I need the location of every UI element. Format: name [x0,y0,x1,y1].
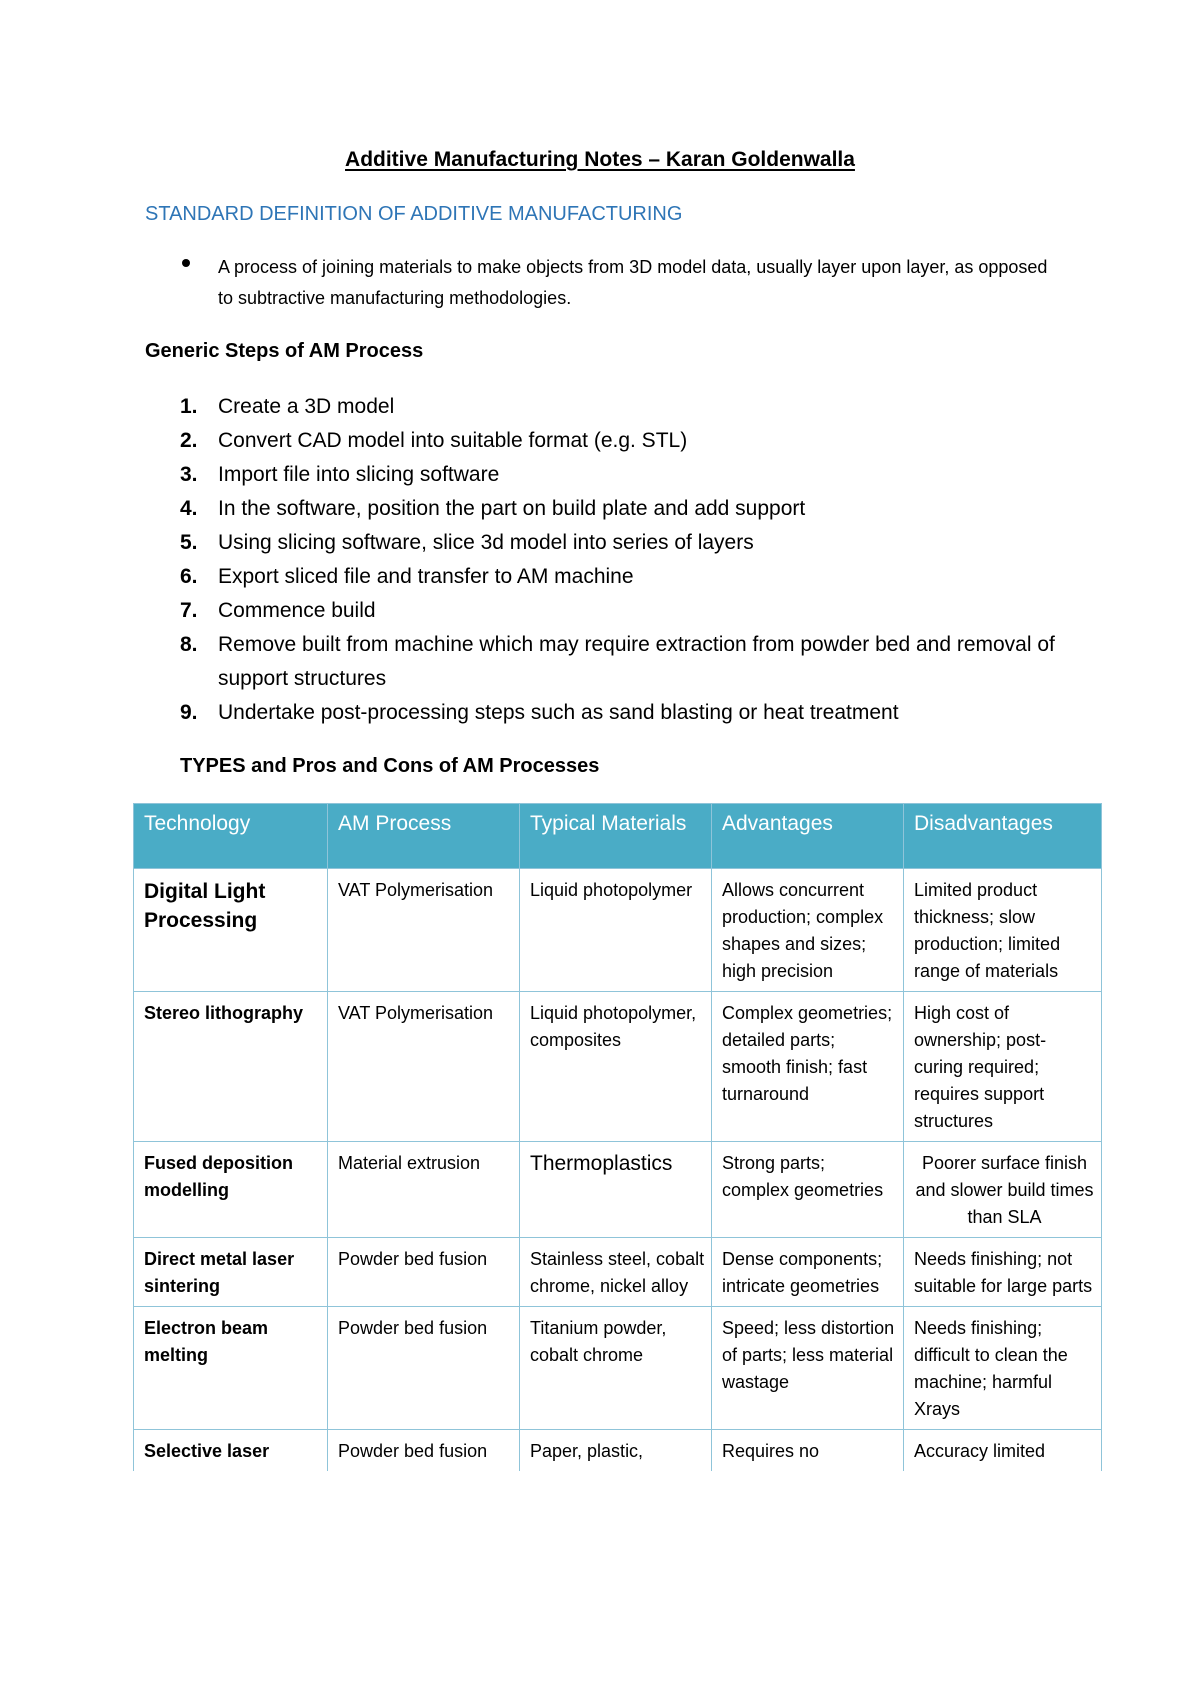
cell-materials: Stainless steel, cobalt chrome, nickel alloy [520,1238,712,1307]
table-row [134,1142,1102,1238]
step-number: 9. [180,701,198,724]
cell-technology: Digital Light Processing [134,869,328,992]
step-number: 3. [180,463,198,486]
cell-disadvantages: Needs finishing; not suitable for large parts [904,1238,1102,1307]
step-item [180,594,1080,628]
header-typical-materials: Typical Materials [520,804,712,869]
types-heading: TYPES and Pros and Cons of AM Processes [180,755,600,777]
generic-steps-list [180,390,1080,730]
step-text: Convert CAD model into suitable format (e.g. STL) [218,429,688,452]
bullet-icon [182,259,190,267]
header-disadvantages: Disadvantages [904,804,1102,869]
cell-materials: Paper, plastic, [520,1430,712,1472]
step-text: Commence build [218,599,376,622]
cell-materials: Liquid photopolymer [520,869,712,992]
table-row [134,1238,1102,1307]
step-number: 5. [180,531,198,554]
step-item [180,492,1080,526]
generic-steps-heading: Generic Steps of AM Process [145,340,424,362]
step-item [180,526,1080,560]
step-number: 1. [180,395,198,418]
cell-disadvantages: Accuracy limited [904,1430,1102,1472]
cell-technology: Fused deposition modelling [134,1142,328,1238]
header-am-process: AM Process [328,804,520,869]
cell-advantages: Complex geometries; detailed parts; smooth finish; fast turnaround [712,992,904,1142]
cell-advantages: Requires no [712,1430,904,1472]
am-processes-table [133,803,1102,1471]
cell-advantages: Allows concurrent production; complex shapes and sizes; high precision [712,869,904,992]
header-advantages: Advantages [712,804,904,869]
step-text: In the software, position the part on build plate and add support [218,497,806,520]
cell-disadvantages: Poorer surface finish and slower build times than SLA [904,1142,1102,1238]
step-number: 7. [180,599,198,622]
cell-disadvantages: Limited product thickness; slow production; limited range of materials [904,869,1102,992]
table-row [134,1430,1102,1472]
page-title: Additive Manufacturing Notes – Karan Goldenwalla [345,148,855,171]
step-text: Remove built from machine which may require extraction from powder bed and removal of support structures [218,633,1055,690]
step-text: Export sliced file and transfer to AM machine [218,565,634,588]
table-header-row [134,804,1102,869]
cell-technology: Selective laser [134,1430,328,1472]
cell-technology: Electron beam melting [134,1307,328,1430]
cell-technology: Stereo lithography [134,992,328,1142]
table-row [134,992,1102,1142]
cell-process: Material extrusion [328,1142,520,1238]
cell-process: Powder bed fusion [328,1307,520,1430]
cell-process: VAT Polymerisation [328,869,520,992]
cell-disadvantages: High cost of ownership; post-curing required; requires support structures [904,992,1102,1142]
cell-process: Powder bed fusion [328,1238,520,1307]
cell-advantages: Dense components; intricate geometries [712,1238,904,1307]
step-text: Undertake post-processing steps such as sand blasting or heat treatment [218,701,899,724]
step-text: Create a 3D model [218,395,395,418]
step-item [180,560,1080,594]
definition-text: A process of joining materials to make objects from 3D model data, usually layer upon layer, as opposed to subtractive manufacturing methodologies. [218,257,1048,308]
step-number: 8. [180,633,198,656]
step-item [180,628,1080,696]
step-item [180,458,1080,492]
cell-disadvantages: Needs finishing; difficult to clean the machine; harmful Xrays [904,1307,1102,1430]
cell-process: VAT Polymerisation [328,992,520,1142]
cell-materials: Liquid photopolymer, composites [520,992,712,1142]
header-technology: Technology [134,804,328,869]
cell-advantages: Strong parts; complex geometries [712,1142,904,1238]
step-number: 4. [180,497,198,520]
standard-definition-heading: STANDARD DEFINITION OF ADDITIVE MANUFACTURING [145,203,683,225]
step-text: Import file into slicing software [218,463,500,486]
cell-materials: Thermoplastics [520,1142,712,1238]
table-row [134,1307,1102,1430]
cell-advantages: Speed; less distortion of parts; less material wastage [712,1307,904,1430]
cell-materials: Titanium powder, cobalt chrome [520,1307,712,1430]
cell-process: Powder bed fusion [328,1430,520,1472]
step-number: 6. [180,565,198,588]
table-row [134,869,1102,992]
step-item [180,696,1080,730]
step-number: 2. [180,429,198,452]
step-item [180,390,1080,424]
step-item [180,424,1080,458]
step-text: Using slicing software, slice 3d model into series of layers [218,531,754,554]
cell-technology: Direct metal laser sintering [134,1238,328,1307]
